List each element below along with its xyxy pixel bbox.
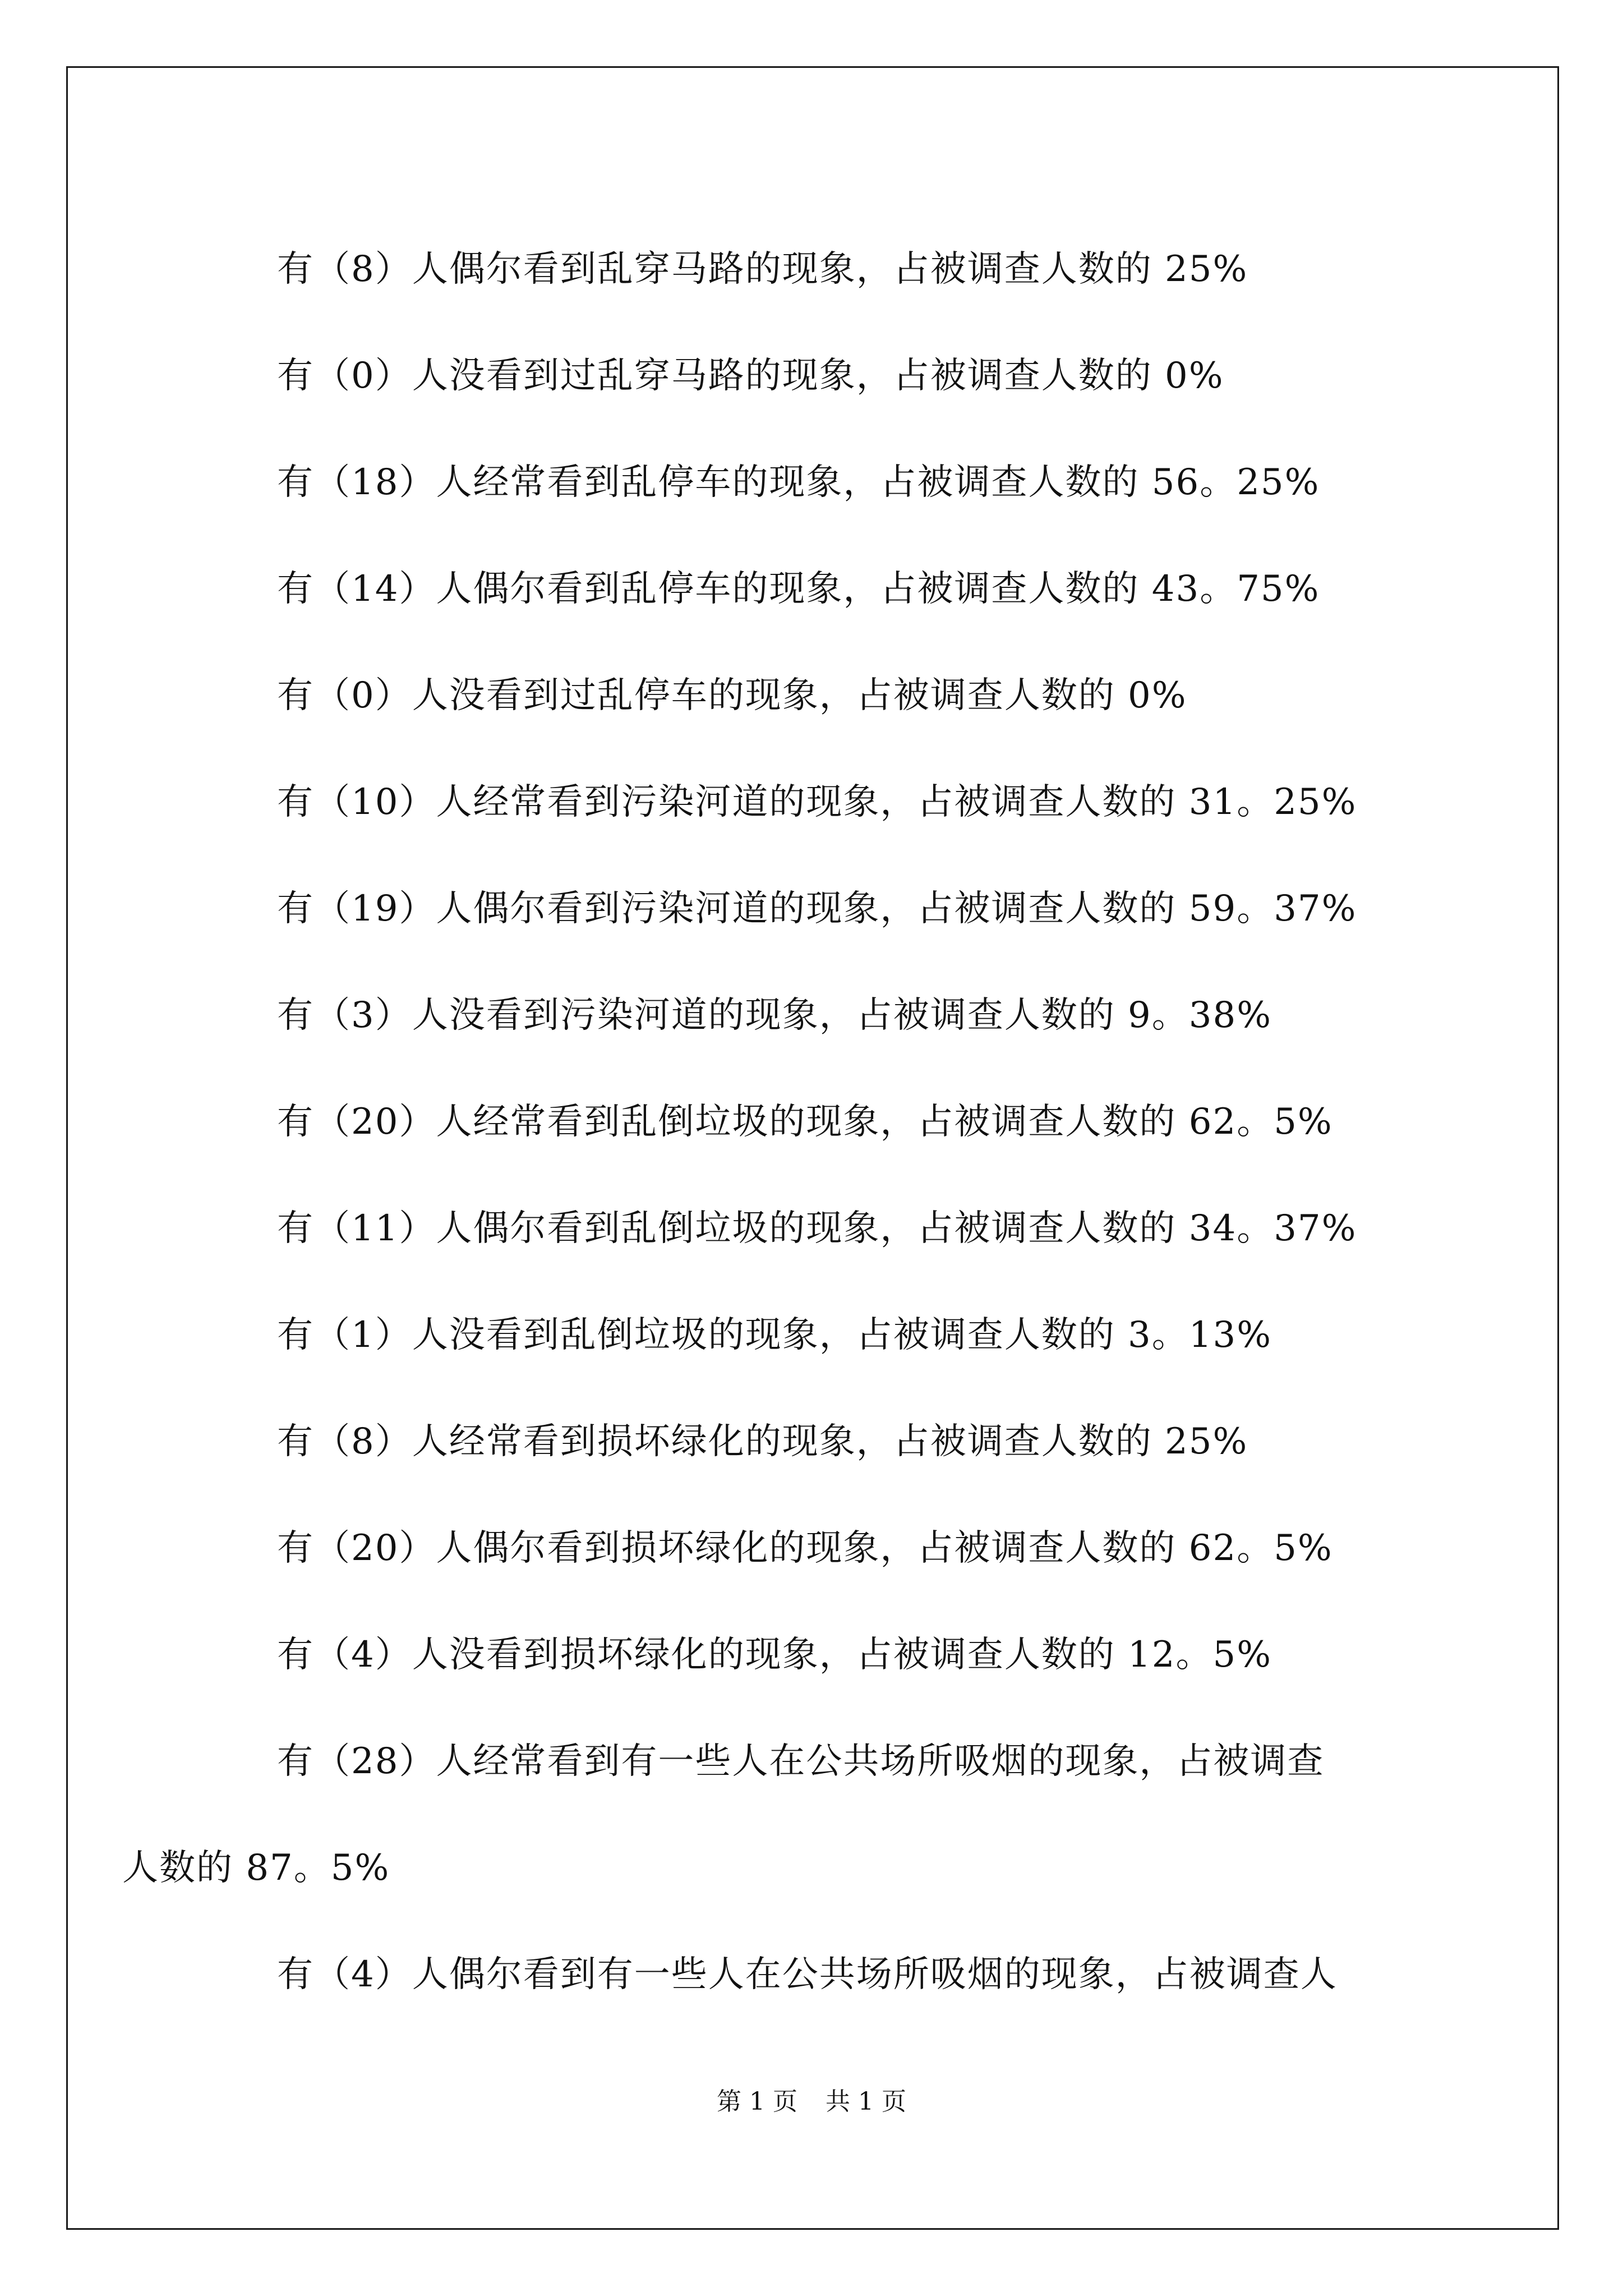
survey-line-part-1: 有（28）人经常看到有一些人在公共场所吸烟的现象，占被调查 — [277, 1741, 1325, 1782]
page-footer — [0, 2081, 1623, 2117]
survey-line: 有（4）人没看到损坏绿化的现象，占被调查人数的 12。5% — [277, 1634, 1272, 1676]
survey-line: 有（3）人没看到污染河道的现象，占被调查人数的 9。38% — [277, 995, 1272, 1036]
page-number-total: 共 1 页 — [826, 2087, 906, 2116]
survey-line: 有（0）人没看到过乱穿马路的现象，占被调查人数的 0% — [277, 355, 1224, 397]
survey-line-last: 有（4）人偶尔看到有一些人在公共场所吸烟的现象，占被调查人 — [277, 1954, 1338, 1995]
survey-line: 有（20）人偶尔看到损坏绿化的现象，占被调查人数的 62。5% — [277, 1527, 1333, 1569]
survey-line: 有（19）人偶尔看到污染河道的现象，占被调查人数的 59。37% — [277, 888, 1357, 930]
survey-line-part-2: 人数的 87。5% — [122, 1847, 390, 1889]
document-body — [122, 216, 1428, 2028]
survey-line: 有（14）人偶尔看到乱停车的现象，占被调查人数的 43。75% — [277, 568, 1320, 610]
survey-line: 有（8）人经常看到损坏绿化的现象，占被调查人数的 25% — [277, 1421, 1248, 1462]
survey-line: 有（10）人经常看到污染河道的现象，占被调查人数的 31。25% — [277, 781, 1357, 823]
survey-paragraph-wrapped — [122, 1708, 1428, 1921]
survey-line: 有（11）人偶尔看到乱倒垃圾的现象，占被调查人数的 34。37% — [277, 1208, 1357, 1249]
survey-line: 有（1）人没看到乱倒垃圾的现象，占被调查人数的 3。13% — [277, 1314, 1272, 1356]
survey-line: 有（0）人没看到过乱停车的现象，占被调查人数的 0% — [277, 675, 1187, 716]
survey-line: 有（8）人偶尔看到乱穿马路的现象，占被调查人数的 25% — [277, 249, 1248, 290]
page-number-current: 第 1 页 — [717, 2087, 797, 2116]
survey-line: 有（18）人经常看到乱停车的现象，占被调查人数的 56。25% — [277, 462, 1320, 503]
survey-line: 有（20）人经常看到乱倒垃圾的现象，占被调查人数的 62。5% — [277, 1101, 1333, 1143]
